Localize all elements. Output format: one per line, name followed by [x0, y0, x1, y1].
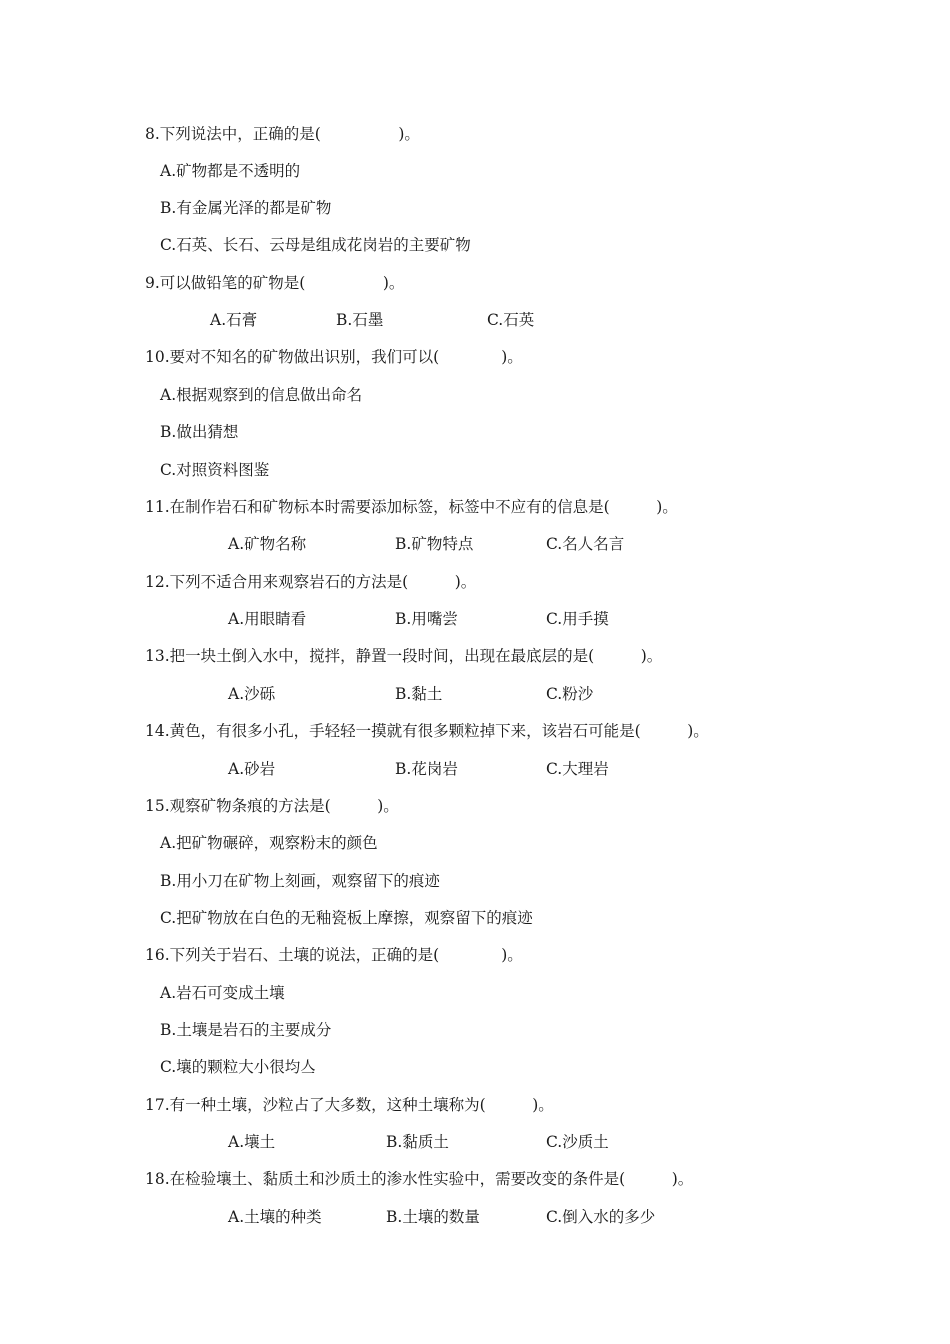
question-9-option-b: B.石墨 [336, 311, 384, 329]
question-12-option-c: C.用手摸 [546, 610, 609, 628]
question-8-option-c: C.石英、长石、云母是组成花岗岩的主要矿物 [160, 236, 471, 254]
question-12-option-b: B.用嘴尝 [395, 610, 458, 628]
question-8-stem: 8.下列说法中，正确的是( )。 [145, 125, 420, 143]
question-12-option-a: A.用眼睛看 [228, 610, 307, 628]
question-14-option-a: A.砂岩 [228, 760, 276, 778]
question-13-stem: 13.把一块土倒入水中，搅拌，静置一段时间，出现在最底层的是( )。 [145, 647, 663, 665]
question-15-option-b: B.用小刀在矿物上刻画，观察留下的痕迹 [160, 872, 440, 890]
question-9-option-a: A.石膏 [210, 311, 258, 329]
question-16-option-c: C.壤的颗粒大小很均亼 [160, 1058, 316, 1076]
question-14-option-b: B.花岗岩 [395, 760, 458, 778]
question-17-option-a: A.壤土 [228, 1133, 276, 1151]
question-17-stem: 17.有一种土壤，沙粒占了大多数，这种土壤称为( )。 [145, 1096, 554, 1114]
question-17-option-c: C.沙质土 [546, 1133, 609, 1151]
question-12-stem: 12.下列不适合用来观察岩石的方法是( )。 [145, 573, 477, 591]
question-17-option-b: B.黏质土 [386, 1133, 449, 1151]
question-10-option-a: A.根据观察到的信息做出命名 [160, 386, 363, 404]
question-11-option-b: B.矿物特点 [395, 535, 474, 553]
question-16-stem: 16.下列关于岩石、土壤的说法，正确的是( )。 [145, 946, 523, 964]
question-16-option-a: A.岩石可变成土壤 [160, 984, 285, 1002]
question-15-stem: 15.观察矿物条痕的方法是( )。 [145, 797, 399, 815]
question-11-option-c: C.名人名言 [546, 535, 625, 553]
question-18-option-a: A.土壤的种类 [228, 1208, 322, 1226]
question-15-option-c: C.把矿物放在白色的无釉瓷板上摩擦，观察留下的痕迹 [160, 909, 533, 927]
question-18-stem: 18.在检验壤土、黏质土和沙质土的渗水性实验中，需要改变的条件是( )。 [145, 1170, 694, 1188]
question-11-option-a: A.矿物名称 [228, 535, 307, 553]
question-18-option-b: B.土壤的数量 [386, 1208, 480, 1226]
question-9-stem: 9.可以做铅笔的矿物是( )。 [145, 274, 405, 292]
question-10-option-b: B.做出猜想 [160, 423, 239, 441]
question-9-option-c: C.石英 [487, 311, 535, 329]
question-15-option-a: A.把矿物碾碎，观察粉末的颜色 [160, 834, 378, 852]
question-8-option-a: A.矿物都是不透明的 [160, 162, 301, 180]
question-10-option-c: C.对照资料图鉴 [160, 461, 270, 479]
question-16-option-b: B.土壤是岩石的主要成分 [160, 1021, 332, 1039]
question-10-stem: 10.要对不知名的矿物做出识别，我们可以( )。 [145, 348, 523, 366]
question-8-option-b: B.有金属光泽的都是矿物 [160, 199, 332, 217]
question-14-option-c: C.大理岩 [546, 760, 609, 778]
question-13-option-c: C.粉沙 [546, 685, 594, 703]
question-14-stem: 14.黄色，有很多小孔，手轻轻一摸就有很多颗粒掉下来，该岩石可能是( )。 [145, 722, 709, 740]
question-18-option-c: C.倒入水的多少 [546, 1208, 656, 1226]
question-11-stem: 11.在制作岩石和矿物标本时需要添加标签，标签中不应有的信息是( )。 [145, 498, 678, 516]
question-13-option-a: A.沙砾 [228, 685, 276, 703]
question-13-option-b: B.黏土 [395, 685, 443, 703]
